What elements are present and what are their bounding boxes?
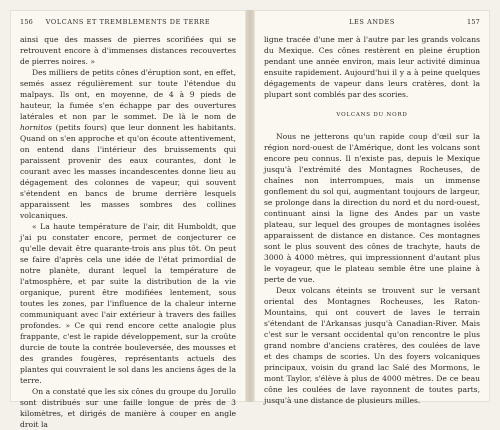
paragraph: « La haute température de l'air, dit Humboldt, que j'ai pu constater encore, permet de conjecturer ce qu'elle devait être quarante-trois ans plus tôt. On peut se faire d'après cela une idée de l'état primordial de notre planète, durant lequel la température de l'atmosphère, et par suite la distribution de la vie organique, purent être modifiées lentement, sous toutes les zones, par l'influence de la chaleur interne communiquant avec l'air extérieur à travers des failles profondes. » Ce qui rend encore cette analogie plus frappante, c'est le rapide développement, sur la croûte durcie de toute la contrée bouleversée, des mousses et des grandes fougères, représentants actuels des plantes qui couvraient le sol dans les anciens âges de la terre. bbox=[20, 222, 236, 385]
right-page-body bbox=[264, 34, 480, 406]
paragraph: ainsi que des masses de pierres scorifiées qui se retrouvent encore à d'immenses distances recouvertes de pierres noires. » bbox=[20, 35, 236, 66]
section-heading: VOLCANS DU NORD bbox=[336, 112, 408, 118]
paragraph: Deux volcans éteints se trouvent sur le versant oriental des Montagnes Rocheuses, les Raton-Mountains, qui ont couvert de laves le terrain s'étendant de l'Arkansas jusqu'à Canadian-River. Mais c'est sur le versant occidental qu'on rencontre le plus grand nombre d'anciens cratères, des coulées de lave et des champs de scories. Un des foyers volcaniques principaux, voisin du grand lac Salé des Mormons, le mont Taylor, s'élève à plus de 4000 mètres. De ce beau cône les coulées de lave rayonnent de toutes parts, jusqu'à une distance de plusieurs milles. bbox=[264, 286, 480, 405]
italic-term: hornitos bbox=[20, 123, 52, 132]
running-title: LES ANDES bbox=[349, 18, 395, 26]
paragraph: Nous ne jetterons qu'un rapide coup d'œil sur la région nord-ouest de l'Amérique, dont les volcans sont encore peu connus. Il n'existe pas, depuis le Mexique jusqu'à l'extrémité des Montagnes Rocheuses, de chaînes non interrompues, mais un immense gonflement du sol qui, augmentant toujours de largeur, se prolonge dans la direction du nord et du nord-ouest, continuant ainsi la ligne des Andes par un vaste plateau, sur lequel des groupes de montagnes isolées apparaissent de distance en distance. Ces montagnes sont le plus souvent des cônes de trachyte, hauts de 3000 à 4000 mètres, qui impressionnent d'autant plus le voyageur, que le plateau semble être une plaine à perte de vue. bbox=[264, 132, 480, 284]
page-number: 157 bbox=[466, 18, 480, 26]
left-page-body bbox=[20, 34, 236, 430]
paragraph: Des milliers de petits cônes d'éruption sont, en effet, semés assez régulièrement sur toute l'étendue du malpays. Ils ont, en moyenne, de 4 à 9 pieds de hauteur, la fumée s'en échappe par des ouvertures latérales et non par le sommet. De là le nom de hornitos (petits fours) que leur donnent les habitants. Quand on s'en approche et qu'on écoute attentivement, on entend dans l'intérieur des bruissements qui paraissent provenir des eaux courantes, dont le courant avec les masses incandescentes donne lieu au dégagement des colonnes de vapeur, qui souvent s'étendent en bancs de brume derrière lesquels apparaissent les masses sombres des collines volcaniques. bbox=[20, 68, 236, 220]
paragraph: On a constaté que les six cônes du groupe du Jorullo sont distribués sur une faille longue de près de 3 kilomètres, et dirigés de manière à couper en angle droit la bbox=[20, 387, 236, 429]
book-gutter bbox=[246, 10, 254, 402]
right-page-header bbox=[264, 18, 480, 30]
left-page-header bbox=[20, 18, 236, 30]
running-title: VOLCANS ET TREMBLEMENTS DE TERRE bbox=[45, 18, 211, 26]
left-page bbox=[10, 10, 246, 429]
page-number: 156 bbox=[20, 18, 34, 26]
paragraph: ligne tracée d'une mer à l'autre par les grands volcans du Mexique. Ces cônes restèrent en pleine éruption pendant une année environ, mais leur activité diminua ensuite rapidement. Aujourd'hui il y a à peine quelques dégagements de vapeur dans leurs cratères, dont la plupart sont comblés par des scories. bbox=[264, 35, 480, 99]
right-page bbox=[254, 10, 490, 405]
